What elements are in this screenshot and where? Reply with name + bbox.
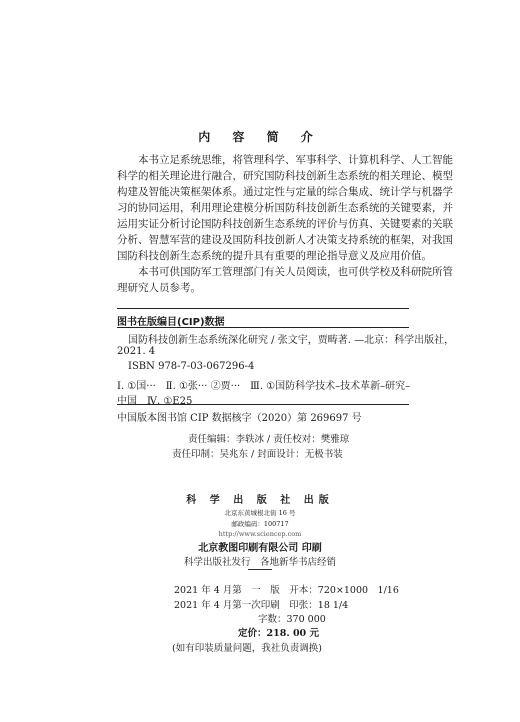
edition-line: 2021 年 4 月第 一 版 开本：720×1000 1/16 <box>174 585 399 596</box>
cip-line: 国防科技创新生态系统深化研究 / 张文宇，贾畴著. —北京：科学出版社， <box>128 335 455 346</box>
publisher-postcode: 邮政编码：100717 <box>231 520 289 528</box>
summary-paragraph-1 <box>117 152 453 264</box>
printer-name: 北京教图印刷有限公司 印刷 <box>198 543 322 554</box>
publisher-website: http://www.sciencep.com <box>218 530 302 538</box>
cip-line: 中国 Ⅳ. ①E25 <box>117 396 193 407</box>
text-line: 分析、智慧军营的建设及国防科技创新人才决策支持系统的框架，对我国 <box>117 234 453 246</box>
divider <box>248 569 272 570</box>
cip-line: ISBN 978-7-03-067296-4 <box>128 361 255 372</box>
price: 定价：218. 00 元 <box>238 628 319 639</box>
quality-note: (如有印装质量问题，我社负责调换) <box>172 643 322 654</box>
cip-number: 中国版本图书馆 CIP 数据核字（2020）第 269697 号 <box>117 413 362 424</box>
printing-line: 2021 年 4 月第一次印刷 印张：18 1/4 <box>174 600 349 611</box>
production-credits: 责任印制：吴兆东 / 封面设计：无极书装 <box>172 449 343 460</box>
text-line: 国防科技创新生态系统的提升具有重要的理论指导意义及应用价值。 <box>117 250 432 262</box>
text-line: 科学的相关理论进行融合，研究国防科技创新生态系统的相关理论、模型 <box>117 170 453 182</box>
text-line: 本书立足系统思维，将管理科学、军事科学、计算机科学、人工智能 <box>138 154 453 166</box>
text-line: 运用实证分析讨论国防科技创新生态系统的评价与仿真、关键要素的关联 <box>117 218 453 230</box>
cip-bottom-rule <box>117 404 409 405</box>
text-line: 构建及智能决策框架体系。通过定性与定量的综合集成、统计学与机器学 <box>117 186 453 198</box>
publisher-name: 科 学 出 版 社 出版 <box>186 495 334 506</box>
cip-top-rule <box>117 308 409 309</box>
summary-title: 内 容 简 介 <box>198 130 322 144</box>
cip-line: Ⅰ. ①国··· Ⅱ. ①张··· ②贾··· Ⅲ. ①国防科学技术–技术革新–研究– <box>117 381 411 392</box>
cip-line: 2021. 4 <box>117 346 156 357</box>
publisher-address: 北京东黄城根北街 16 号 <box>224 509 296 517</box>
cip-heading: 图书在版编目(CIP)数据 <box>117 317 225 328</box>
text-line: 理研究人员参考。 <box>117 282 201 294</box>
text-line: 本书可供国防军工管理部门有关人员阅读，也可供学校及科研院所管 <box>138 266 453 278</box>
word-count: 字数：370 000 <box>258 614 326 625</box>
cip-heading-rule <box>117 327 409 328</box>
summary-paragraph-2 <box>117 264 453 296</box>
editor-credits: 责任编辑：李轶冰 / 责任校对：樊雅琼 <box>188 434 350 445</box>
text-line: 习的协同运用，利用理论建模分析国防科技创新生态系统的关键要素，并 <box>117 202 453 214</box>
distribution-line: 科学出版社发行 各地新华书店经销 <box>183 557 336 568</box>
